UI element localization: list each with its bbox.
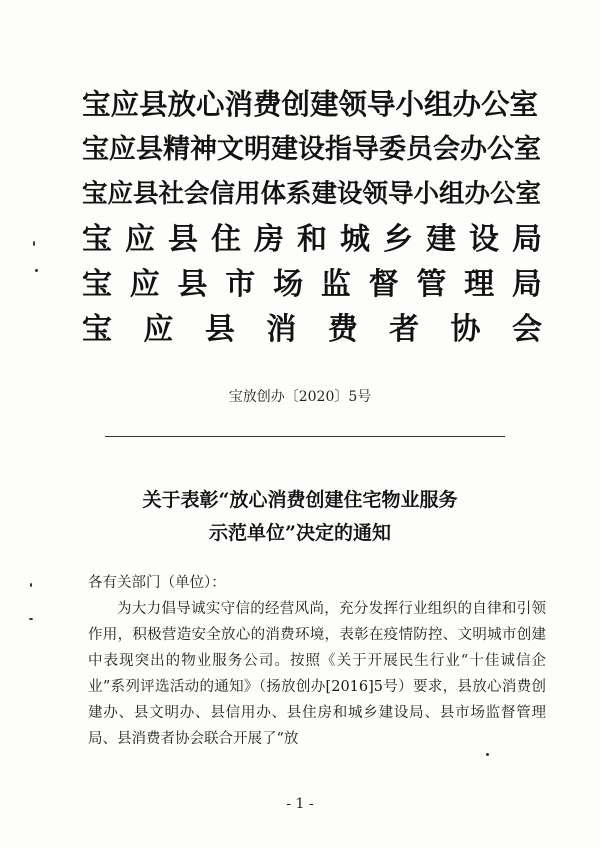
page-number: - 1 - [286,796,314,812]
title-line-1: 关于表彰“放心消费创建住宅物业服务 [142,489,458,511]
issuer-line: 宝 应 县 市 场 监 督 管 理 局 [82,267,542,302]
salutation: 各有关部门（单位）： [88,575,226,591]
issuer-line: 宝应县社会信用体系建设领导小组办公室 [82,179,542,209]
header-divider [105,436,505,437]
issuing-agencies [82,82,542,352]
document-title [0,484,600,550]
title-line-2: 示范单位”决定的通知 [209,522,391,544]
body-paragraph: 为大力倡导诚实守信的经营风尚，充分发挥行业组织的自律和引领作用，积极营造安全放心的消费环境，表彰在疫情防控、文明城市创建中表现突出的物业服务公司。按照《关于开展民生行业“十佳诚信企业”系列评选活动的通知》（扬放创办[2016]5号）要求，县放心消费创建办、县文明办、县信用办、县住房和城乡建设局、县市场监督管理局、县消费者协会联合开展了“放 [88,601,546,747]
issuer-line: 宝应县精神文明建设指导委员会办公室 [82,134,541,165]
scan-speck [30,583,32,587]
issuer-line: 宝应县放心消费创建领导小组办公室 [82,88,539,121]
scan-speck [29,618,33,620]
scan-speck [33,241,35,246]
document-body [88,570,546,752]
scan-speck [486,753,489,756]
document-number: 宝放创办〔2020〕5号 [228,389,372,405]
issuer-line: 宝 应 县 住 房 和 城 乡 建 设 局 [82,222,542,257]
scan-speck [35,269,38,272]
issuer-line: 宝 应 县 消 费 者 协 会 [82,312,542,347]
